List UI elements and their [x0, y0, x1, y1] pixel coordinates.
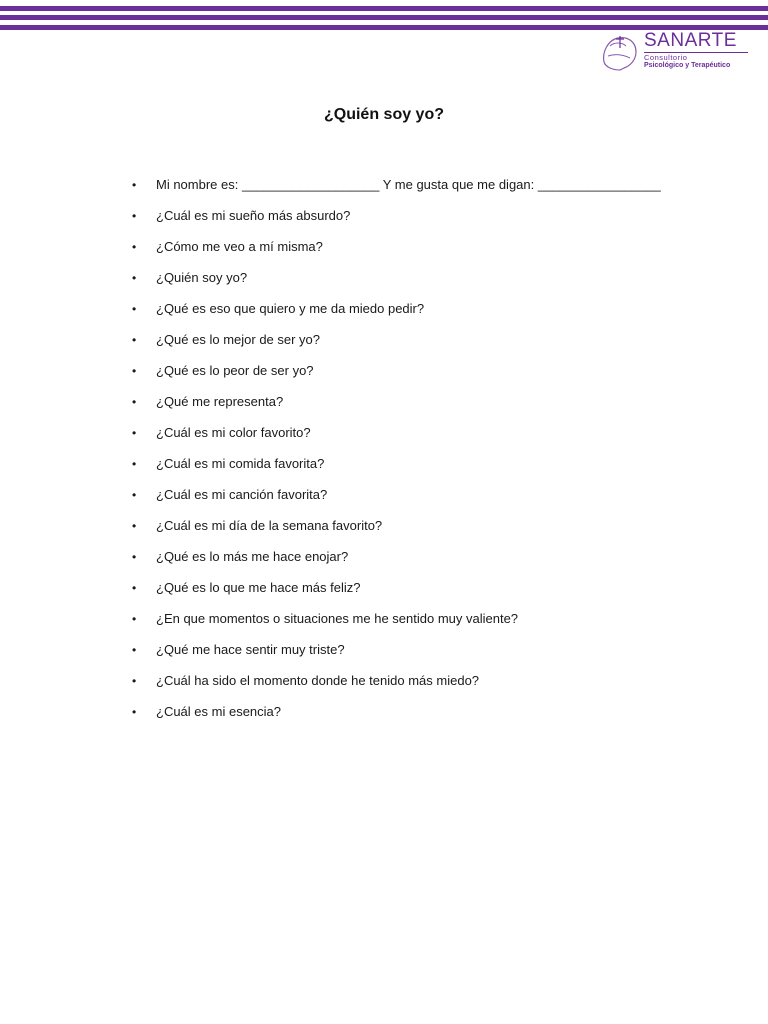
question-item — [130, 422, 661, 453]
question-text: ¿Cuál es mi día de la semana favorito? — [156, 518, 383, 533]
question-item — [130, 608, 661, 639]
question-text: ¿Qué me representa? — [156, 394, 284, 409]
question-text: ¿Cuál es mi color favorito? — [156, 425, 311, 440]
bullet-icon: • — [132, 674, 137, 688]
bullet-icon: • — [132, 519, 137, 533]
question-text: ¿Cómo me veo a mí misma? — [156, 239, 323, 254]
question-item — [130, 174, 661, 205]
question-text: ¿Qué me hace sentir muy triste? — [156, 642, 345, 657]
bullet-icon: • — [132, 178, 137, 192]
question-text: ¿Cuál es mi esencia? — [156, 704, 281, 719]
question-text: Mi nombre es: ___________________ Y me gusta que me digan: _________________ — [156, 177, 661, 192]
bullet-icon: • — [132, 302, 137, 316]
question-text: ¿Qué es lo mejor de ser yo? — [156, 332, 321, 347]
questions-list — [130, 174, 661, 732]
question-item — [130, 639, 661, 670]
question-text: ¿Cuál ha sido el momento donde he tenido más miedo? — [156, 673, 480, 688]
question-item — [130, 453, 661, 484]
bullet-icon: • — [132, 643, 137, 657]
bullet-icon: • — [132, 488, 137, 502]
sanarte-logo-mark-icon — [598, 32, 642, 72]
header-stripe-middle — [0, 15, 768, 20]
bullet-icon: • — [132, 612, 137, 626]
question-item — [130, 360, 661, 391]
header-stripe-top — [0, 6, 768, 11]
bullet-icon: • — [132, 550, 137, 564]
question-text: ¿Cuál es mi canción favorita? — [156, 487, 328, 502]
question-text: ¿Quién soy yo? — [156, 270, 248, 285]
question-item — [130, 484, 661, 515]
bullet-icon: • — [132, 581, 137, 595]
question-text: ¿Qué es lo más me hace enojar? — [156, 549, 349, 564]
question-item — [130, 701, 661, 732]
question-text: ¿Qué es lo que me hace más feliz? — [156, 580, 361, 595]
bullet-icon: • — [132, 333, 137, 347]
sanarte-logo — [598, 30, 758, 72]
bullet-icon: • — [132, 271, 137, 285]
question-text: ¿Cuál es mi sueño más absurdo? — [156, 208, 351, 223]
question-item — [130, 329, 661, 360]
question-text: ¿Qué es eso que quiero y me da miedo pedir? — [156, 301, 425, 316]
logo-name: SANARTE — [644, 30, 737, 51]
question-item — [130, 236, 661, 267]
bullet-icon: • — [132, 457, 137, 471]
page-title: ¿Quién soy yo? — [323, 106, 444, 123]
question-text: ¿Cuál es mi comida favorita? — [156, 456, 325, 471]
question-item — [130, 267, 661, 298]
question-item — [130, 670, 661, 701]
question-item — [130, 546, 661, 577]
question-item — [130, 577, 661, 608]
bullet-icon: • — [132, 705, 137, 719]
bullet-icon: • — [132, 209, 137, 223]
bullet-icon: • — [132, 426, 137, 440]
question-text: ¿En que momentos o situaciones me he sentido muy valiente? — [156, 611, 519, 626]
logo-tagline: Psicológico y Terapéutico — [644, 62, 731, 69]
question-item — [130, 298, 661, 329]
question-item — [130, 515, 661, 546]
bullet-icon: • — [132, 364, 137, 378]
logo-subtitle: Consultorio — [644, 53, 688, 62]
question-item — [130, 391, 661, 422]
question-text: ¿Qué es lo peor de ser yo? — [156, 363, 314, 378]
bullet-icon: • — [132, 240, 137, 254]
bullet-icon: • — [132, 395, 137, 409]
question-item — [130, 205, 661, 236]
